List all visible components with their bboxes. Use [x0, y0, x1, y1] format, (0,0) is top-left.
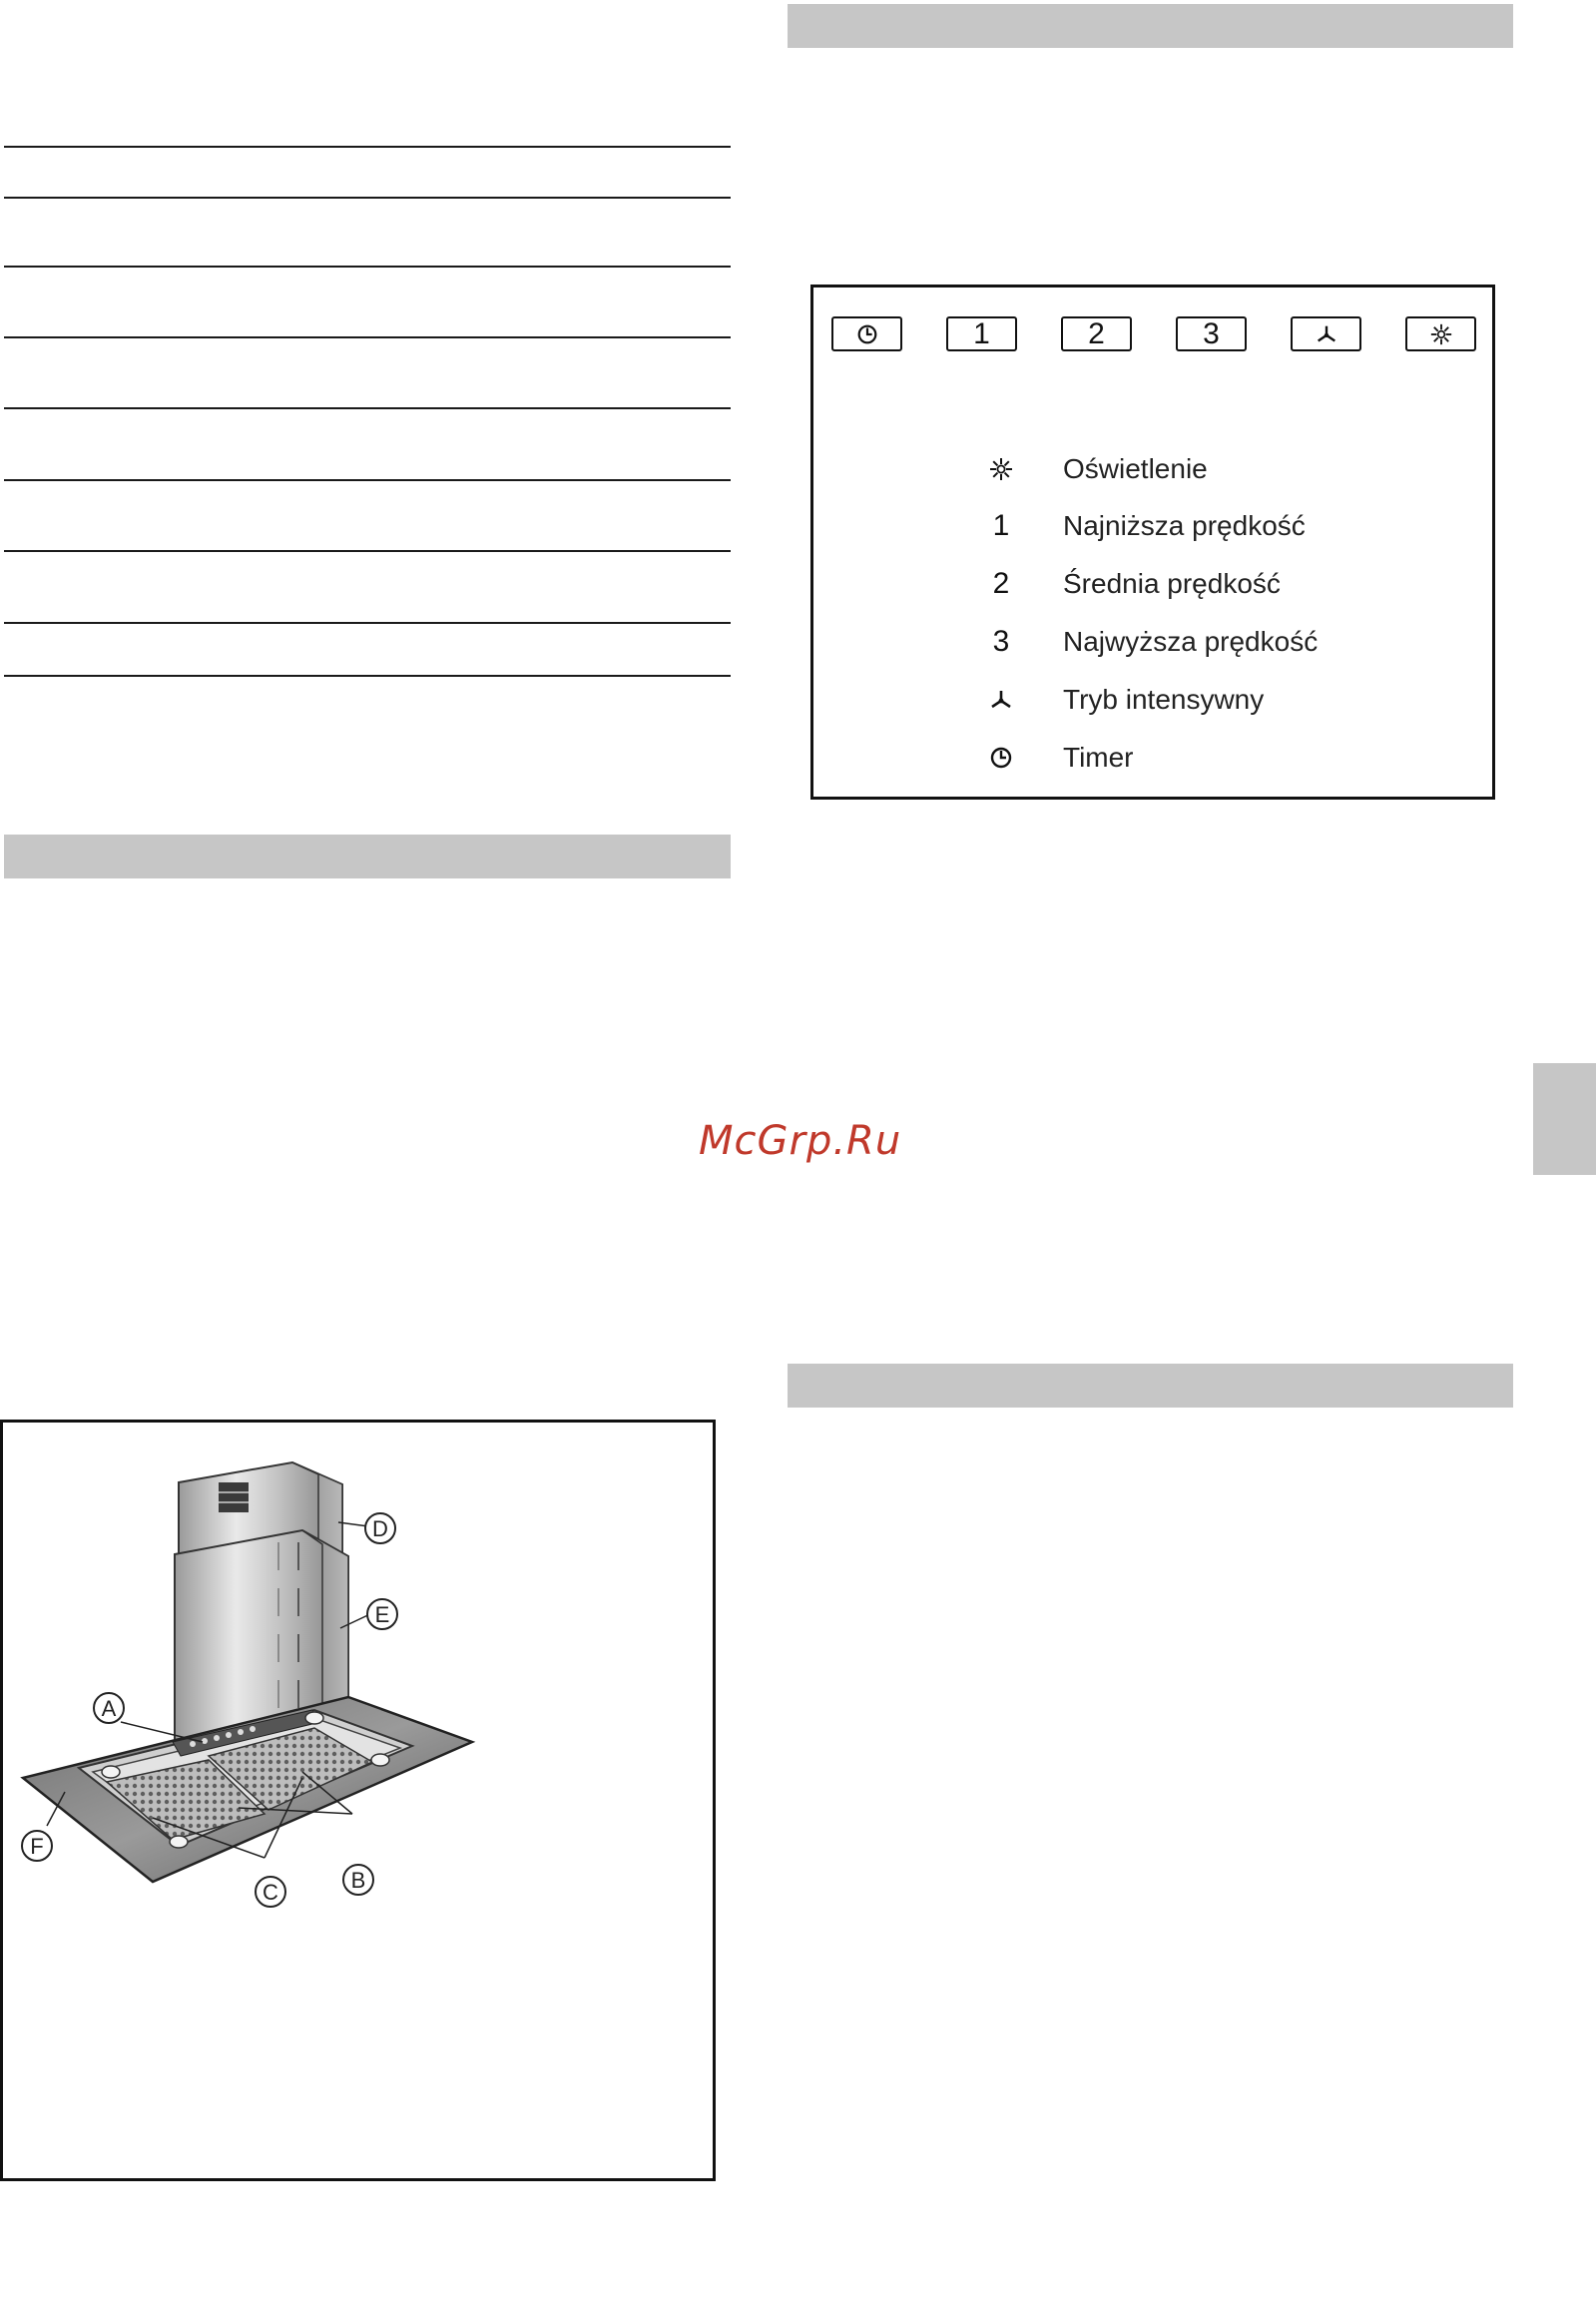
legend-label: Najwyższa prędkość: [1063, 626, 1319, 657]
side-tab: [1533, 1063, 1596, 1175]
legend-symbol: 2: [992, 567, 1010, 600]
section-header-bar: [788, 1364, 1513, 1408]
intensive-fan-button[interactable]: [1291, 316, 1361, 351]
table-rule: [4, 197, 731, 199]
hood-figure: [0, 1420, 716, 2181]
callout-b: [343, 1865, 373, 1895]
legend-item: [981, 449, 1208, 489]
speed-3-button[interactable]: [1176, 316, 1247, 351]
hood-illustration: [3, 1423, 713, 2178]
intensive-fan-icon: [1315, 322, 1338, 346]
hood-light: [102, 1766, 120, 1778]
legend-label: Najniższa prędkość: [1063, 510, 1306, 541]
table-rule: [4, 336, 731, 338]
legend-item: [981, 622, 1318, 662]
callout-a: [94, 1693, 124, 1723]
hood-light: [371, 1754, 389, 1766]
speed-1-button[interactable]: [946, 316, 1017, 351]
light-icon: [1429, 322, 1453, 346]
legend-label: Oświetlenie: [1063, 453, 1208, 484]
svg-text:B: B: [350, 1868, 366, 1893]
callout-c: [256, 1877, 285, 1907]
intensive-fan-icon: [981, 687, 1021, 713]
svg-text:A: A: [101, 1696, 117, 1721]
legend-label: Średnia prędkość: [1063, 568, 1281, 599]
timer-icon: [855, 322, 879, 346]
callout-e: [367, 1599, 397, 1629]
watermark: McGrp.Ru: [699, 1118, 902, 1164]
table-rule: [4, 550, 731, 552]
legend-item: [981, 506, 1306, 546]
light-icon: [981, 456, 1021, 482]
legend-item: [981, 738, 1134, 778]
timer-icon: [981, 745, 1021, 771]
section-header-bar: [4, 835, 731, 878]
key-label: 3: [1203, 316, 1220, 350]
hood-light: [170, 1836, 188, 1848]
callout-d: [365, 1513, 395, 1543]
table-rule: [4, 479, 731, 481]
light-button[interactable]: [1405, 316, 1476, 351]
svg-text:E: E: [374, 1602, 390, 1627]
svg-text:C: C: [263, 1880, 278, 1905]
table-rule: [4, 146, 731, 148]
legend-symbol: 1: [992, 509, 1010, 542]
speed-2-button[interactable]: [1061, 316, 1132, 351]
legend-symbol: 3: [992, 625, 1010, 658]
table-rule: [4, 675, 731, 677]
callout-f: [22, 1831, 52, 1861]
svg-text:F: F: [30, 1834, 44, 1859]
timer-button[interactable]: [831, 316, 902, 351]
table-rule: [4, 407, 731, 409]
key-label: 1: [973, 316, 990, 350]
legend-label: Tryb intensywny: [1063, 684, 1265, 715]
key-label: 2: [1088, 316, 1105, 350]
table-rule: [4, 622, 731, 624]
control-panel-diagram: [810, 285, 1495, 800]
hood-light: [305, 1712, 323, 1724]
section-header-bar: [788, 4, 1513, 48]
legend-item: [981, 564, 1281, 604]
table-rule: [4, 266, 731, 268]
legend-item: [981, 680, 1264, 720]
svg-text:D: D: [372, 1516, 388, 1541]
legend-label: Timer: [1063, 742, 1134, 773]
